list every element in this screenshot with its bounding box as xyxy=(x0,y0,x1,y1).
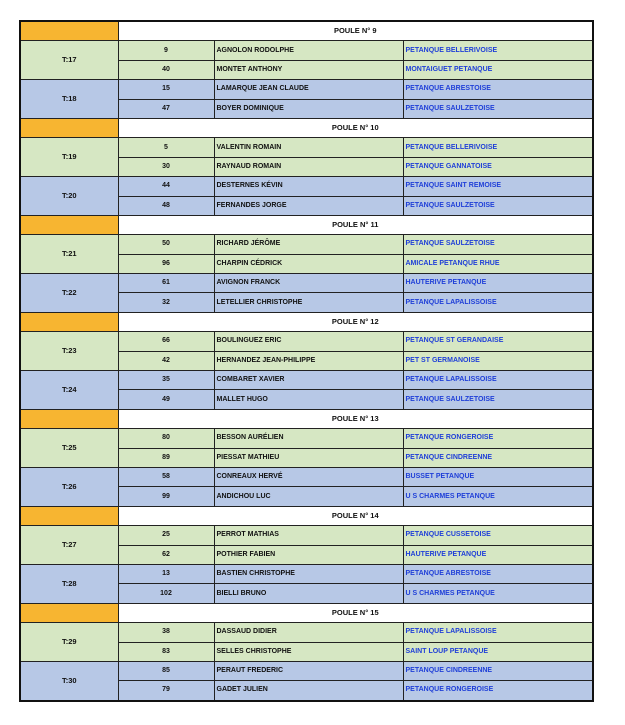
player-name: ANDICHOU LUC xyxy=(214,487,403,506)
player-club: SAINT LOUP PETANQUE xyxy=(403,642,593,661)
player-name: BESSON AURÉLIEN xyxy=(214,429,403,448)
player-name: PERAUT FREDERIC xyxy=(214,661,403,680)
player-name: RAYNAUD ROMAIN xyxy=(214,157,403,176)
player-name: PERROT MATHIAS xyxy=(214,526,403,545)
poule-color-marker xyxy=(20,603,118,622)
poule-header-row xyxy=(20,409,593,428)
poule-title: POULE N° 13 xyxy=(118,409,593,428)
player-name: MONTET ANTHONY xyxy=(214,60,403,79)
table-row xyxy=(20,467,593,486)
player-number: 48 xyxy=(118,196,214,215)
player-name: COMBARET XAVIER xyxy=(214,371,403,390)
poule-header-row xyxy=(20,312,593,331)
player-number: 49 xyxy=(118,390,214,409)
player-name: BOYER DOMINIQUE xyxy=(214,99,403,118)
poule-color-marker xyxy=(20,21,118,41)
player-club: PETANQUE SAULZETOISE xyxy=(403,235,593,254)
player-number: 85 xyxy=(118,661,214,680)
player-number: 15 xyxy=(118,80,214,99)
player-number: 58 xyxy=(118,467,214,486)
player-club: PETANQUE CINDREENNE xyxy=(403,448,593,467)
player-name: HERNANDEZ JEAN-PHILIPPE xyxy=(214,351,403,370)
table-number: T:18 xyxy=(20,80,118,119)
table-number: T:26 xyxy=(20,467,118,506)
player-number: 9 xyxy=(118,41,214,60)
player-club: PETANQUE RONGEROISE xyxy=(403,681,593,701)
player-name: LAMARQUE JEAN CLAUDE xyxy=(214,80,403,99)
player-club: PETANQUE ST GERANDAISE xyxy=(403,332,593,351)
poule-title: POULE N° 14 xyxy=(118,506,593,525)
player-name: BIELLI BRUNO xyxy=(214,584,403,603)
player-number: 13 xyxy=(118,564,214,583)
poule-title: POULE N° 10 xyxy=(118,118,593,137)
table-row xyxy=(20,332,593,351)
player-club: MONTAIGUET PETANQUE xyxy=(403,60,593,79)
player-name: VALENTIN ROMAIN xyxy=(214,138,403,157)
player-number: 99 xyxy=(118,487,214,506)
poule-title: POULE N° 15 xyxy=(118,603,593,622)
player-name: BASTIEN CHRISTOPHE xyxy=(214,564,403,583)
poule-header-row xyxy=(20,215,593,234)
player-club: PETANQUE CUSSETOISE xyxy=(403,526,593,545)
player-club: PETANQUE BELLERIVOISE xyxy=(403,41,593,60)
table-number: T:20 xyxy=(20,177,118,216)
table-row xyxy=(20,564,593,583)
player-club: AMICALE PETANQUE RHUE xyxy=(403,254,593,273)
poule-color-marker xyxy=(20,506,118,525)
table-number: T:24 xyxy=(20,371,118,410)
player-club: PETANQUE CINDREENNE xyxy=(403,661,593,680)
player-name: PIESSAT MATHIEU xyxy=(214,448,403,467)
poule-title: POULE N° 9 xyxy=(118,21,593,41)
player-number: 42 xyxy=(118,351,214,370)
player-number: 38 xyxy=(118,623,214,642)
player-number: 102 xyxy=(118,584,214,603)
table-number: T:30 xyxy=(20,661,118,700)
player-name: POTHIER FABIEN xyxy=(214,545,403,564)
table-number: T:19 xyxy=(20,138,118,177)
poule-header-row xyxy=(20,506,593,525)
player-name: MALLET HUGO xyxy=(214,390,403,409)
poule-color-marker xyxy=(20,409,118,428)
player-number: 40 xyxy=(118,60,214,79)
poule-color-marker xyxy=(20,215,118,234)
table-number: T:28 xyxy=(20,564,118,603)
player-club: PET ST GERMANOISE xyxy=(403,351,593,370)
poule-title: POULE N° 12 xyxy=(118,312,593,331)
table-number: T:23 xyxy=(20,332,118,371)
poule-header-row xyxy=(20,21,593,41)
table-row xyxy=(20,429,593,448)
player-number: 61 xyxy=(118,274,214,293)
player-number: 62 xyxy=(118,545,214,564)
table-row xyxy=(20,661,593,680)
player-number: 30 xyxy=(118,157,214,176)
player-name: CONREAUX HERVÉ xyxy=(214,467,403,486)
table-row xyxy=(20,41,593,60)
player-club: PETANQUE LAPALISSOISE xyxy=(403,293,593,312)
table-number: T:25 xyxy=(20,429,118,468)
player-club: BUSSET PETANQUE xyxy=(403,467,593,486)
player-club: HAUTERIVE PETANQUE xyxy=(403,274,593,293)
player-club: PETANQUE LAPALISSOISE xyxy=(403,371,593,390)
player-number: 50 xyxy=(118,235,214,254)
player-name: CHARPIN CÉDRICK xyxy=(214,254,403,273)
poule-header-row xyxy=(20,118,593,137)
player-name: AVIGNON FRANCK xyxy=(214,274,403,293)
player-number: 79 xyxy=(118,681,214,701)
table-number: T:21 xyxy=(20,235,118,274)
poule-table xyxy=(19,20,594,702)
player-club: PETANQUE RONGEROISE xyxy=(403,429,593,448)
table-row xyxy=(20,623,593,642)
player-club: PETANQUE SAULZETOISE xyxy=(403,390,593,409)
table-row xyxy=(20,138,593,157)
player-name: RICHARD JÉRÔME xyxy=(214,235,403,254)
player-number: 83 xyxy=(118,642,214,661)
table-number: T:17 xyxy=(20,41,118,80)
player-club: PETANQUE LAPALISSOISE xyxy=(403,623,593,642)
player-number: 96 xyxy=(118,254,214,273)
player-club: PETANQUE SAULZETOISE xyxy=(403,99,593,118)
table-row xyxy=(20,80,593,99)
table-row xyxy=(20,235,593,254)
table-row xyxy=(20,526,593,545)
player-club: PETANQUE SAINT REMOISE xyxy=(403,177,593,196)
player-club: PETANQUE BELLERIVOISE xyxy=(403,138,593,157)
player-number: 66 xyxy=(118,332,214,351)
player-club: U S CHARMES PETANQUE xyxy=(403,487,593,506)
poule-color-marker xyxy=(20,312,118,331)
poule-color-marker xyxy=(20,118,118,137)
player-name: GADET JULIEN xyxy=(214,681,403,701)
player-number: 80 xyxy=(118,429,214,448)
player-name: FERNANDES JORGE xyxy=(214,196,403,215)
player-number: 44 xyxy=(118,177,214,196)
player-number: 32 xyxy=(118,293,214,312)
table-number: T:29 xyxy=(20,623,118,662)
poule-title: POULE N° 11 xyxy=(118,215,593,234)
player-name: BOULINGUEZ ERIC xyxy=(214,332,403,351)
table-row xyxy=(20,274,593,293)
player-name: DASSAUD DIDIER xyxy=(214,623,403,642)
table-number: T:27 xyxy=(20,526,118,565)
player-number: 25 xyxy=(118,526,214,545)
player-number: 35 xyxy=(118,371,214,390)
table-row xyxy=(20,371,593,390)
player-name: LETELLIER CHRISTOPHE xyxy=(214,293,403,312)
player-number: 47 xyxy=(118,99,214,118)
player-club: U S CHARMES PETANQUE xyxy=(403,584,593,603)
player-name: SELLES CHRISTOPHE xyxy=(214,642,403,661)
player-number: 5 xyxy=(118,138,214,157)
table-number: T:22 xyxy=(20,274,118,313)
poule-header-row xyxy=(20,603,593,622)
player-club: PETANQUE GANNATOISE xyxy=(403,157,593,176)
player-club: PETANQUE ABRESTOISE xyxy=(403,80,593,99)
player-name: DESTERNES KÉVIN xyxy=(214,177,403,196)
player-club: PETANQUE SAULZETOISE xyxy=(403,196,593,215)
player-club: HAUTERIVE PETANQUE xyxy=(403,545,593,564)
player-number: 89 xyxy=(118,448,214,467)
player-name: AGNOLON RODOLPHE xyxy=(214,41,403,60)
player-club: PETANQUE ABRESTOISE xyxy=(403,564,593,583)
table-row xyxy=(20,177,593,196)
